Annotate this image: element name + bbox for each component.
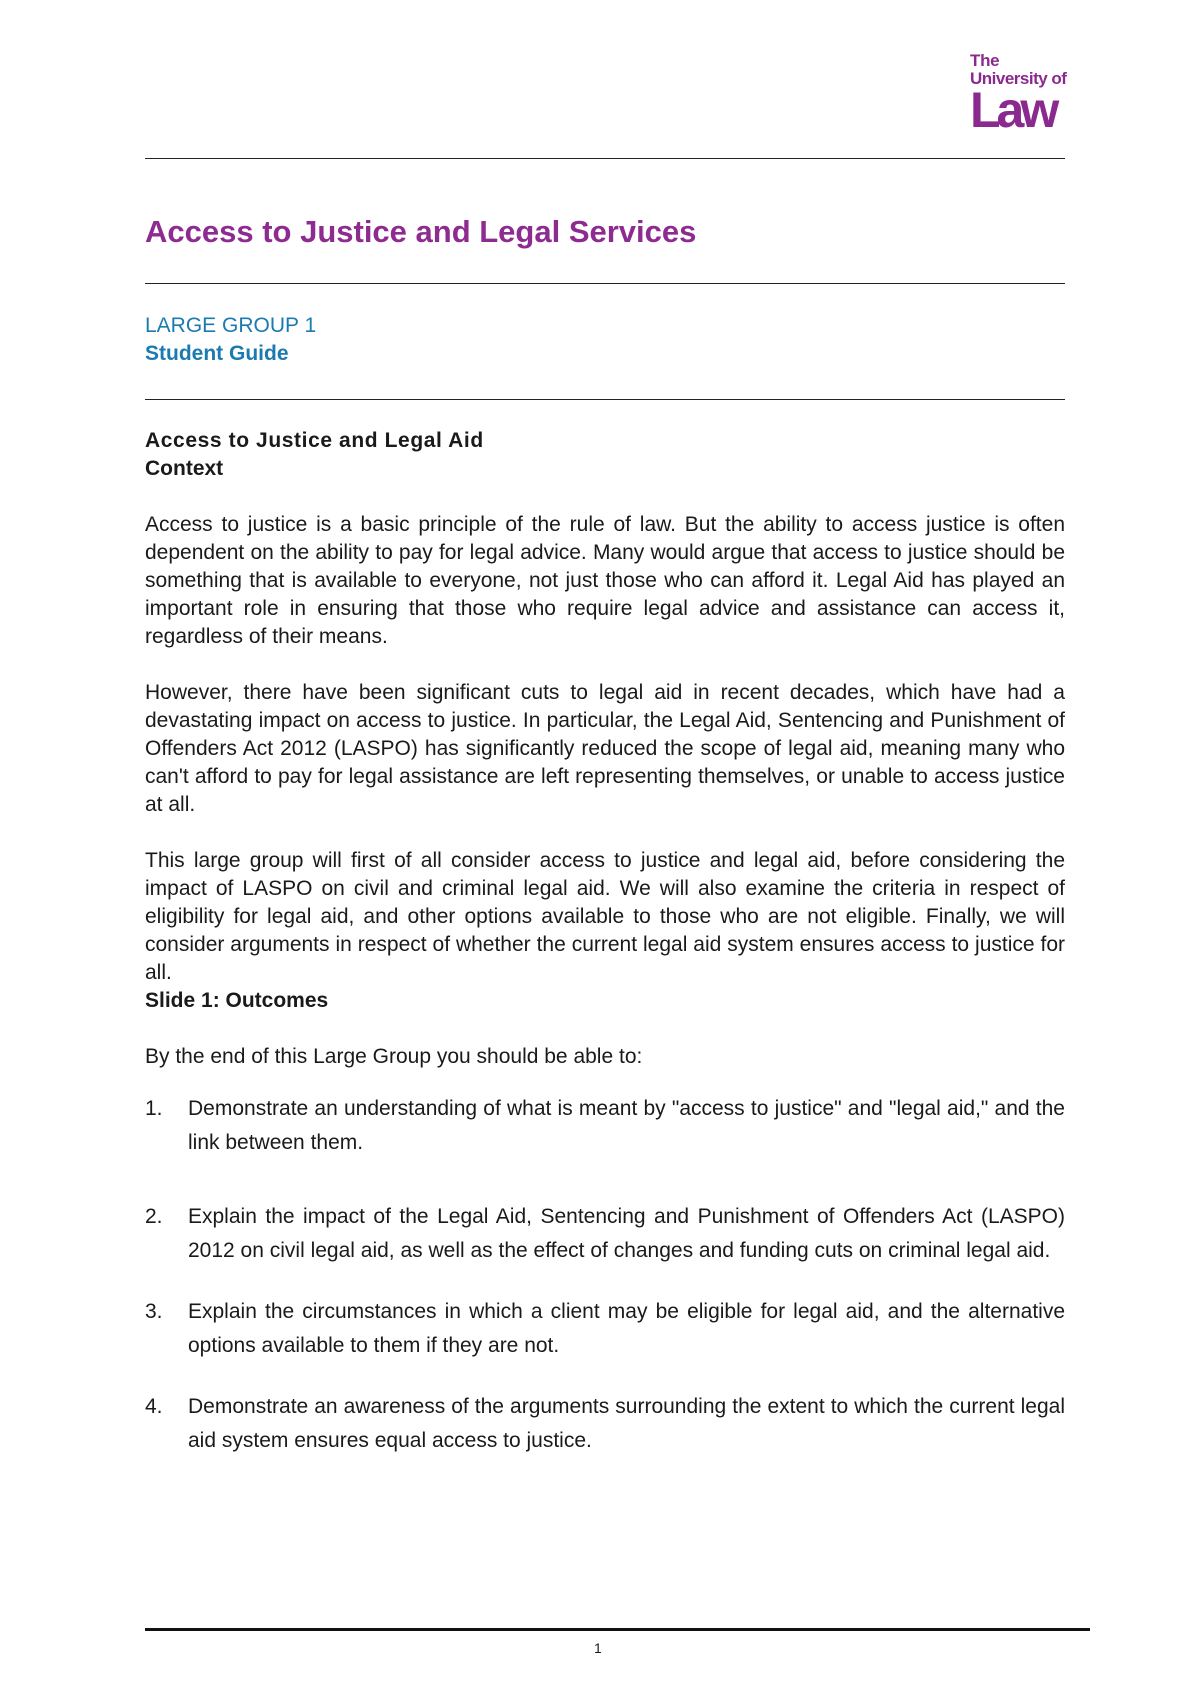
list-item — [145, 1200, 1065, 1268]
context-paragraph: Access to justice is a basic principle of the rule of law. But the ability to access justice is often dependent on the ability to pay for legal advice. Many would argue that access to justice should be something that is available to everyone, not just those who can afford it. Legal Aid has played an important role in ensuring that those who require legal advice and assistance can access it, regardless of their means. — [145, 513, 1065, 648]
footer-divider — [145, 1628, 1090, 1631]
section-heading: Access to Justice and Legal Aid — [145, 429, 484, 452]
context-paragraph: This large group will first of all consider access to justice and legal aid, before considering the impact of LASPO on civil and criminal legal aid. We will also examine the criteria in respect of eligibility for legal aid, and other options available to those who are not eligible. Finally, we will consider arguments in respect of whether the current legal aid system ensures access to justice for all. — [145, 849, 1065, 984]
page-number: 1 — [594, 1640, 602, 1656]
list-item-number: 4. — [145, 1395, 163, 1418]
list-item-number: 3. — [145, 1300, 163, 1323]
header-divider — [145, 158, 1065, 159]
document-body — [145, 427, 1065, 1458]
university-of-law-logo — [970, 51, 1067, 138]
list-item-number: 1. — [145, 1097, 163, 1120]
title-divider — [145, 283, 1065, 284]
group-divider — [145, 399, 1065, 400]
context-heading: Context — [145, 457, 224, 480]
list-item-number: 2. — [145, 1205, 163, 1228]
outcomes-intro: By the end of this Large Group you should be able to: — [145, 1045, 643, 1068]
group-subtitle: Student Guide — [145, 342, 289, 365]
list-item — [145, 1295, 1065, 1363]
group-info — [145, 312, 316, 368]
list-item-text: Demonstrate an understanding of what is meant by "access to justice" and "legal aid," and the link between them. — [188, 1097, 1065, 1154]
logo-line-the: The — [970, 51, 1000, 70]
context-paragraph: However, there have been significant cuts to legal aid in recent decades, which have had a devastating impact on access to justice. In particular, the Legal Aid, Sentencing and Punishment of Offenders Act 2012 (LASPO) has significantly reduced the scope of legal aid, meaning many who can't afford to pay for legal assistance are left representing themselves, or unable to access justice at all. — [145, 681, 1065, 816]
list-item — [145, 1092, 1065, 1160]
outcomes-list — [145, 1092, 1065, 1458]
document-title: Access to Justice and Legal Services — [145, 214, 697, 249]
logo-line-university-of: University of — [970, 69, 1067, 88]
logo-line-law: Law — [970, 82, 1056, 138]
list-item-text: Demonstrate an awareness of the arguments surrounding the extent to which the current legal aid system ensures equal access to justice. — [188, 1395, 1065, 1452]
list-item-text: Explain the impact of the Legal Aid, Sentencing and Punishment of Offenders Act (LASPO) 2012 on civil legal aid, as well as the effect of changes and funding cuts on criminal legal aid. — [188, 1205, 1065, 1262]
slide-heading: Slide 1: Outcomes — [145, 989, 329, 1012]
group-label: LARGE GROUP 1 — [145, 314, 317, 337]
list-item — [145, 1390, 1065, 1458]
list-item-text: Explain the circumstances in which a client may be eligible for legal aid, and the alternative options available to them if they are not. — [188, 1300, 1065, 1357]
